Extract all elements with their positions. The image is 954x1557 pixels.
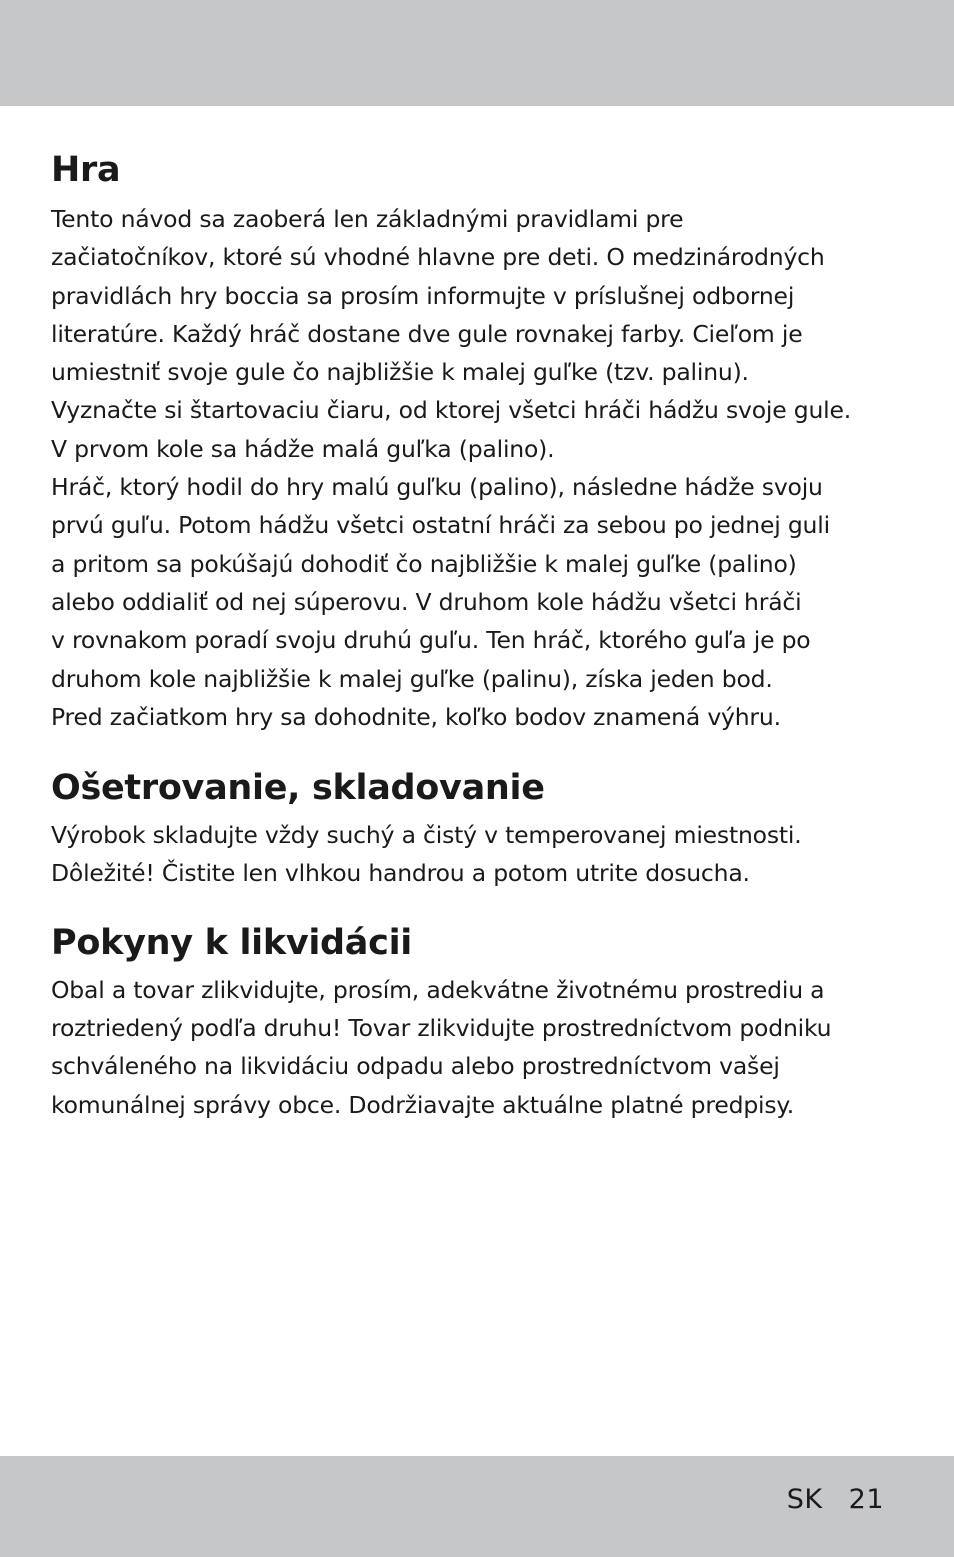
text-line: Pred začiatkom hry sa dohodnite, koľko bodov znamená výhru. [51,702,781,731]
text-line: Obal a tovar zlikvidujte, prosím, adekvátne životnému prostrediu a [51,975,825,1004]
section-body-care-storage [51,816,911,893]
text-line: Tento návod sa zaoberá len základnými pravidlami pre [51,205,684,233]
text-line: začiatočníkov, ktoré sú vhodné hlavne pre deti. O medzinárodných [51,243,825,272]
section-body-disposal [51,971,911,1124]
text-line: Vyznačte si štartovaciu čiaru, od ktorej všetci hráči hádžu svoje gule. [51,396,852,425]
page-content [51,146,911,1124]
section-heading-disposal: Pokyny k likvidácii [51,922,412,963]
text-line: alebo oddialiť od nej súperovu. V druhom kole hádžu všetci hráči [51,587,802,616]
section-heading-game: Hra [51,150,121,190]
text-line: literatúre. Každý hráč dostane dve gule rovnakej farby. Cieľom je [51,319,803,348]
text-line: Hráč, ktorý hodil do hry malú guľku (palino), následne hádže svoju [51,473,823,502]
text-line: druhom kole najbližšie k malej guľke (palinu), získa jeden bod. [51,664,773,693]
page-number: 21 [848,1484,884,1515]
section-body-game [51,200,911,736]
text-line: Dôležité! Čistite len vlhkou handrou a potom utrite dosucha. [51,859,750,888]
language-code: SK [786,1484,823,1515]
text-line: prvú guľu. Potom hádžu všetci ostatní hráči za sebou po jednej guli [51,511,830,540]
section-care-storage [51,764,911,893]
text-line: schváleného na likvidáciu odpadu alebo prostredníctvom vašej [51,1052,780,1081]
header-band [0,0,954,106]
section-heading-care-storage: Ošetrovanie, skladovanie [51,768,545,809]
text-line: roztriedený podľa druhu! Tovar zlikvidujte prostredníctvom podniku [51,1014,832,1043]
text-line: Výrobok skladujte vždy suchý a čistý v temperovanej miestnosti. [51,821,802,850]
text-line: komunálnej správy obce. Dodržiavajte aktuálne platné predpisy. [51,1090,795,1119]
text-line: umiestniť svoje gule čo najbližšie k malej guľke (tzv. palinu). [51,358,749,387]
section-game [51,146,911,736]
section-disposal [51,919,911,1124]
page-footer [787,1484,884,1515]
text-line: pravidlách hry boccia sa prosím informujte v príslušnej odbornej [51,281,795,310]
text-line: V prvom kole sa hádže malá guľka (palino). [51,434,555,463]
text-line: v rovnakom poradí svoju druhú guľu. Ten hráč, ktorého guľa je po [51,626,811,655]
text-line: a pritom sa pokúšajú dohodiť čo najbližšie k malej guľke (palino) [51,549,797,578]
